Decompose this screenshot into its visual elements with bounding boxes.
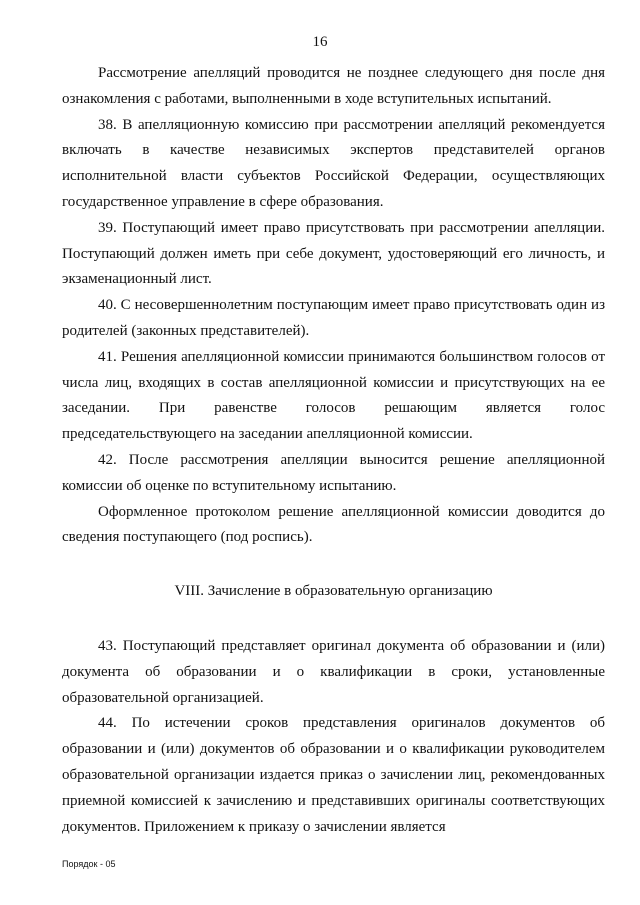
paragraph-appeal-timing: Рассмотрение апелляций проводится не позднее следующего дня после дня ознакомления с работами, выполненными в ходе вступительных испытаний.	[62, 65, 605, 107]
paragraph-44: 44. По истечении сроков представления оригиналов документов об образовании и (или) документов об образовании и о квалификации руководителем образовательной организации издается приказ о зачислении лиц, рекомендованных приемной комиссией к зачислению и представивших оригиналы соответствующих документов. Приложением к приказу о зачислении является	[62, 715, 605, 835]
document-body	[62, 61, 605, 840]
paragraph-43: 43. Поступающий представляет оригинал документа об образовании и (или) документа об образовании и о квалификации в сроки, установленные образовательной организацией.	[62, 637, 605, 706]
paragraph-42: 42. После рассмотрения апелляции выносится решение апелляционной комиссии об оценке по вступительному испытанию.	[62, 451, 605, 494]
paragraph-protocol-decision: Оформленное протоколом решение апелляционной комиссии доводится до сведения поступающего (под роспись).	[62, 503, 605, 546]
paragraph-39: 39. Поступающий имеет право присутствовать при рассмотрении апелляции. Поступающий должен иметь при себе документ, удостоверяющий его личность, и экзаменационный лист.	[62, 219, 605, 288]
paragraph-38: 38. В апелляционную комиссию при рассмотрении апелляций рекомендуется включать в качестве независимых экспертов представителей органов исполнительной власти субъектов Российской Федерации, осуществляющих государственное управление в сфере образования.	[62, 116, 605, 210]
page-number: 16	[312, 34, 328, 50]
section-heading: VIII. Зачисление в образовательную организацию	[174, 583, 493, 600]
footer-label: Порядок - 05	[62, 859, 116, 869]
paragraph-41: 41. Решения апелляционной комиссии принимаются большинством голосов от числа лиц, входящих в состав апелляционной комиссии и присутствующих на ее заседании. При равенстве голосов решающим является голос председательствующего на заседании апелляционной комиссии.	[62, 348, 605, 443]
paragraph-40: 40. С несовершеннолетним поступающим имеет право присутствовать один из родителей (законных представителей).	[62, 297, 605, 339]
